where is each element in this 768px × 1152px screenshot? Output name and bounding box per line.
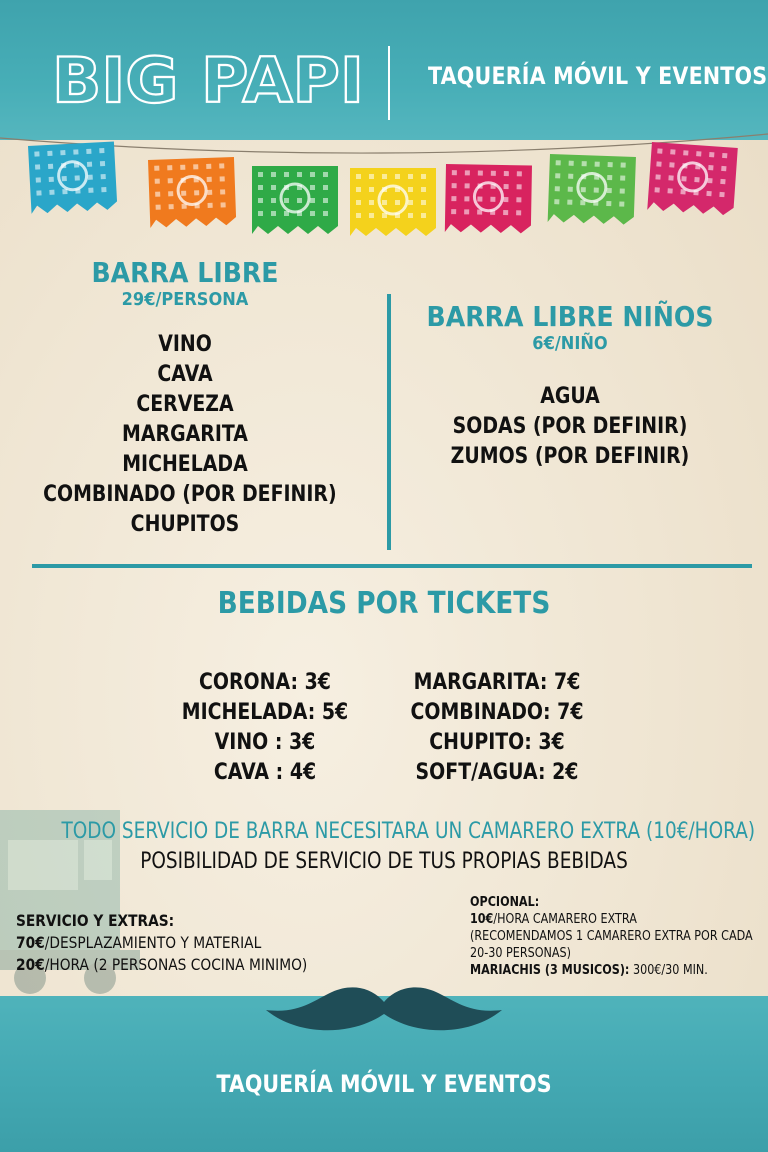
list-item: MARGARITA: 7€ bbox=[413, 670, 581, 695]
list-item: COMBINADO: 7€ bbox=[410, 700, 584, 725]
extras-line: 70€/DESPLAZAMIENTO Y MATERIAL bbox=[16, 933, 262, 952]
extras-heading: SERVICIO Y EXTRAS: bbox=[16, 911, 175, 930]
barra-libre-section bbox=[20, 256, 350, 540]
list-item: MARGARITA bbox=[122, 422, 248, 447]
papel-picado-flag bbox=[252, 166, 338, 234]
list-item: CAVA : 4€ bbox=[213, 760, 317, 785]
list-item: CHUPITOS bbox=[130, 512, 240, 537]
list-item: CERVEZA bbox=[136, 392, 234, 417]
papel-picado-bunting bbox=[0, 128, 768, 238]
optional-line: MARIACHIS (3 MUSICOS): 300€/30 MIN. bbox=[470, 963, 708, 978]
optional-line: 10€/HORA CAMARERO EXTRA bbox=[470, 912, 637, 927]
svg-text:BIG PAPI: BIG PAPI bbox=[52, 44, 364, 114]
list-item: SODAS (POR DEFINIR) bbox=[452, 414, 688, 439]
papel-picado-flag bbox=[148, 157, 236, 228]
list-item: CHUPITO: 3€ bbox=[429, 730, 565, 755]
mustache-icon bbox=[266, 984, 502, 1036]
header-band bbox=[0, 0, 768, 140]
footer-tagline: TAQUERÍA MÓVIL Y EVENTOS bbox=[216, 1070, 552, 1098]
optional-heading: OPCIONAL: bbox=[470, 895, 540, 910]
header-tagline: TAQUERÍA MÓVIL Y EVENTOS bbox=[428, 62, 768, 90]
list-item: MICHELADA bbox=[122, 452, 248, 477]
list-item: COMBINADO (POR DEFINIR) bbox=[43, 482, 337, 507]
barra-ninos-title: BARRA LIBRE NIÑOS bbox=[426, 300, 714, 333]
list-item: MICHELADA: 5€ bbox=[181, 700, 349, 725]
barra-ninos-section bbox=[400, 300, 740, 472]
list-item: VINO bbox=[158, 332, 212, 357]
service-extras bbox=[16, 910, 376, 976]
list-item: AGUA bbox=[540, 384, 600, 409]
barra-libre-price: 29€/PERSONA bbox=[121, 289, 249, 310]
section-divider bbox=[32, 564, 752, 568]
list-item: VINO : 3€ bbox=[214, 730, 316, 755]
papel-picado-flag bbox=[445, 164, 532, 233]
tickets-title: BEBIDAS POR TICKETS bbox=[217, 586, 551, 621]
papel-picado-flag bbox=[548, 154, 636, 225]
column-divider bbox=[387, 294, 391, 550]
papel-picado-flag bbox=[28, 141, 117, 213]
barra-ninos-price: 6€/NIÑO bbox=[532, 333, 608, 354]
optional-line: (RECOMENDAMOS 1 CAMARERO EXTRA POR CADA bbox=[470, 929, 753, 944]
tickets-left-list bbox=[160, 668, 370, 788]
barra-libre-title: BARRA LIBRE bbox=[91, 256, 279, 289]
header-divider bbox=[388, 46, 390, 120]
optional-extras bbox=[470, 894, 768, 979]
list-item: ZUMOS (POR DEFINIR) bbox=[450, 444, 690, 469]
papel-picado-flag bbox=[647, 142, 738, 216]
extras-line: 20€/HORA (2 PERSONAS COCINA MINIMO) bbox=[16, 955, 308, 974]
own-drinks-note: POSIBILIDAD DE SERVICIO DE TUS PROPIAS BEBIDAS bbox=[140, 849, 628, 874]
optional-line: 20-30 PERSONAS) bbox=[470, 946, 571, 961]
big-papi-logo bbox=[50, 44, 368, 114]
list-item: SOFT/AGUA: 2€ bbox=[415, 760, 579, 785]
tickets-right-list bbox=[392, 668, 602, 788]
list-item: CAVA bbox=[157, 362, 213, 387]
waiter-note: TODO SERVICIO DE BARRA NECESITARA UN CAMARERO EXTRA (10€/HORA) bbox=[61, 819, 756, 844]
papel-picado-flag bbox=[350, 168, 436, 236]
list-item: CORONA: 3€ bbox=[199, 670, 331, 695]
